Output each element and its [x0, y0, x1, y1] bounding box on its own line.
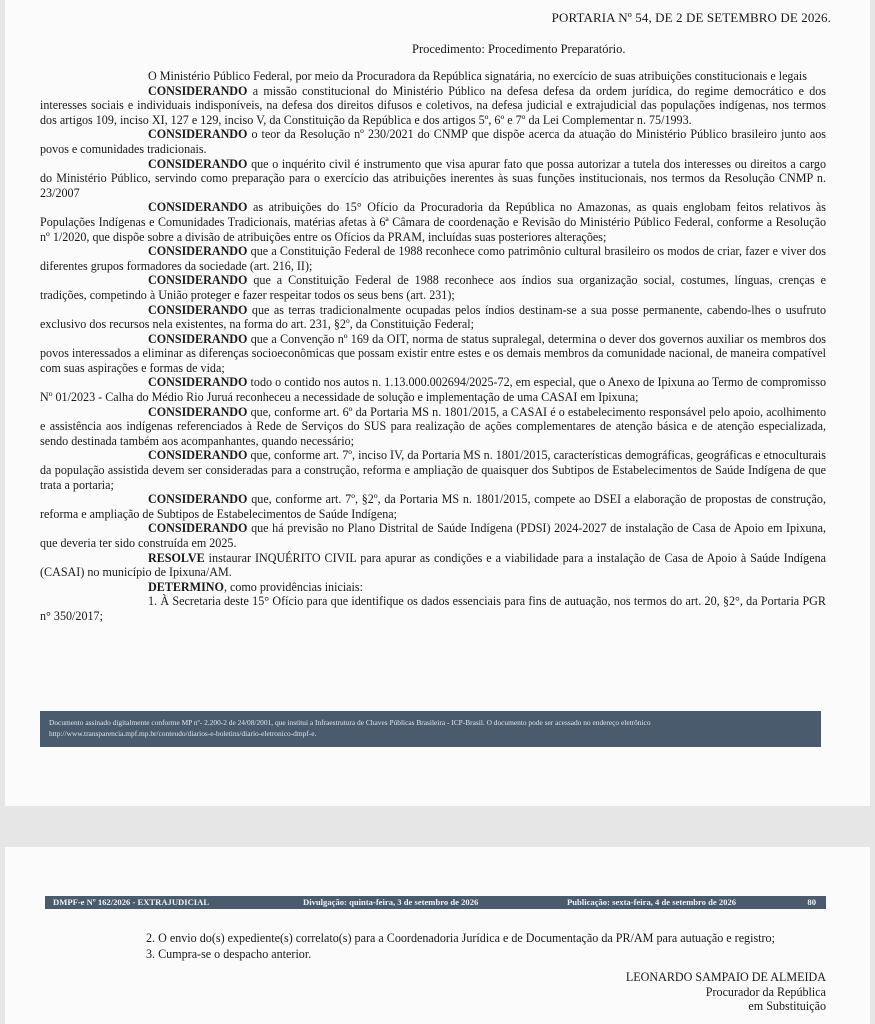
paragraph-considerando: CONSIDERANDO que há previsão no Plano Distrital de Saúde Indígena (PDSI) 2024-2027 de instalação de Casa de Apoio em Ipixuna, que deveria ter sido construída em 2025.: [40, 521, 826, 550]
paragraph-considerando: CONSIDERANDO que a Convenção nº 169 da OIT, norma de status supralegal, determina o dever dos governos auxiliar os membros dos povos interessados a eliminar as diferenças socioeconômicas que possam existir entre estes e os demais membros da comunidade nacional, de maneira compatível com suas aspirações e formas de vida;: [40, 331, 826, 375]
paragraph-considerando: CONSIDERANDO que, conforme art. 6º da Portaria MS n. 1801/2015, a CASAI é o estabelecimento responsável pelo apoio, acolhimento e assistência aos indígenas referenciados à Rede de Serviços do SUS para realização de ações complementares de atenção básica e de atenção especializada, sendo destinada também aos acompanhantes, quando necessário;: [40, 404, 826, 448]
paragraph-considerando: CONSIDERANDO que as terras tradicionalmente ocupadas pelos índios destinam-se a sua posse permanente, cabendo-lhes o usufruto exclusivo dos recursos nela existentes, na forma do art. 231, §2º, da Constituição Federal;: [40, 302, 826, 332]
paragraph-considerando: CONSIDERANDO todo o contido nos autos n. 1.13.000.002694/2025-72, em especial, que o Anexo de Ipixuna ao Termo de compromisso Nº 01/2023 - Calha do Médio Rio Juruá reconheceu a necessidade de solução e implementação de uma CASAI em Ipixuna;: [40, 375, 826, 405]
paragraph-considerando: CONSIDERANDO que o inquérito civil é instrumento que visa apurar fato que possa autorizar a tutela dos interesses ou direitos a cargo do Ministério Público, servindo como preparação para o exercício das atribuições inerentes às suas funções institucionais, nos termos da Resolução CNMP n. 23/2007: [40, 156, 826, 200]
page2-items: [146, 931, 836, 962]
paragraph-item-1: 1. À Secretaria deste 15° Ofício para que identifique os dados essenciais para fins de autuação, nos termos do art. 20, §2°, da Portaria PGR n° 350/2017;: [40, 594, 826, 623]
dmpf-edition: DMPF-e Nº 162/2026 - EXTRAJUDICIAL: [53, 897, 210, 907]
paragraph-considerando: CONSIDERANDO que, conforme art. 7º, inciso IV, da Portaria MS n. 1801/2015, características demográficas, geográficas e etnoculturais da população assistida devem ser consideradas para a construção, reforma e ampliação de quaisquer dos Subtipos de Estabelecimentos de Saúde Indígena de que trata a portaria;: [40, 448, 826, 492]
paragraph-intro: O Ministério Público Federal, por meio da Procuradora da República signatária, no exercício de suas atribuições constitucionais e legais: [148, 69, 807, 83]
portaria-title: PORTARIA Nº 54, DE 2 DE SETEMBRO DE 2026.: [551, 10, 831, 25]
portaria-body: [40, 69, 826, 624]
signatory-role: Procurador da República: [705, 984, 826, 999]
procedure-line: Procedimento: Procedimento Preparatório.: [412, 42, 626, 56]
list-item: 2. O envio do(s) expediente(s) correlato(s) para a Coordenadoria Jurídica e de Documentação da PR/AM para autuação e registro;: [146, 931, 775, 945]
paragraph-determino: DETERMINO, como providências iniciais:: [148, 579, 363, 594]
dmpf-divulgacao: Divulgação: quinta-feira, 3 de setembro de 2026: [303, 897, 479, 907]
paragraph-considerando: CONSIDERANDO que a Constituição Federal de 1988 reconhece aos índios sua organização social, costumes, línguas, crenças e tradições, competindo à União proteger e fazer respeitar todos os seus bens (art. 231);: [40, 273, 826, 302]
list-item: 3. Cumpra-se o despacho anterior.: [146, 946, 312, 961]
paragraph-considerando: CONSIDERANDO a missão constitucional do Ministério Público na defesa defesa da ordem jurídica, do regime democrático e dos interesses sociais e individuais indisponíveis, na defesa dos direitos difusos e coletivos, na defesa judicial e extrajudicial das populações indígenas, nos termos dos artigos 109, inciso XI, 127 e 129, inciso V, da Constituição da República e dos artigos 5º, 6º e 7º da Lei Complementar n. 75/1993.: [40, 83, 826, 127]
paragraph-resolve: RESOLVE instaurar INQUÉRITO CIVIL para apurar as condições e a viabilidade para a instalação de Casa de Apoio à Saúde Indígena (CASAI) no município de Ipixuna/AM.: [40, 550, 826, 580]
paragraph-considerando: CONSIDERANDO o teor da Resolução nº 230/2021 do CNMP que dispõe acerca da atuação do Ministério Público brasileiro junto aos povos e comunidades tradicionais.: [40, 127, 826, 156]
signature-block: [626, 970, 826, 1014]
dmpf-page-number: 80: [807, 897, 816, 907]
signatory-status: em Substituição: [748, 999, 826, 1014]
digital-signature-notice: Documento assinado digitalmente conforme MP nº- 2.200-2 de 24/08/2001, que institui a Infraestrutura de Chaves Públicas Brasileira - ICP-Brasil. O documento pode ser acessado no endereço eletrônico http://www.transparencia.mpf.mp.br/conteudo/diarios-e-boletins/diario-eletronico-dmpf-e.: [40, 711, 821, 747]
paragraph-considerando: CONSIDERANDO que a Constituição Federal de 1988 reconhece como patrimônio cultural brasileiro os modos de criar, fazer e viver dos diferentes grupos formadores da sociedade (art. 216, II);: [40, 244, 826, 273]
dmpf-header-bar: [45, 896, 826, 909]
signatory-name: LEONARDO SAMPAIO DE ALMEIDA: [625, 970, 826, 984]
paragraph-considerando: CONSIDERANDO as atribuições do 15° Ofício da Procuradoria da República no Amazonas, as quais englobam feitos relativos às Populações Indígenas e Comunidades Tradicionais, matérias afetas à 6ª Câmara de coordenação e Revisão do Ministério Público Federal, conforme a Resolução nº 1/2020, que dispõe sobre a divisão de atribuições entre os Ofícios da PRAM, incluídas suas posteriores alterações;: [40, 200, 826, 244]
dmpf-publicacao: Publicação: sexta-feira, 4 de setembro de 2026: [567, 897, 737, 907]
paragraph-considerando: CONSIDERANDO que, conforme art. 7º, §2º, da Portaria MS n. 1801/2015, compete ao DSEI a elaboração de propostas de construção, reforma e ampliação de Subtipos de Estabelecimentos de Saúde Indígena;: [40, 492, 826, 521]
